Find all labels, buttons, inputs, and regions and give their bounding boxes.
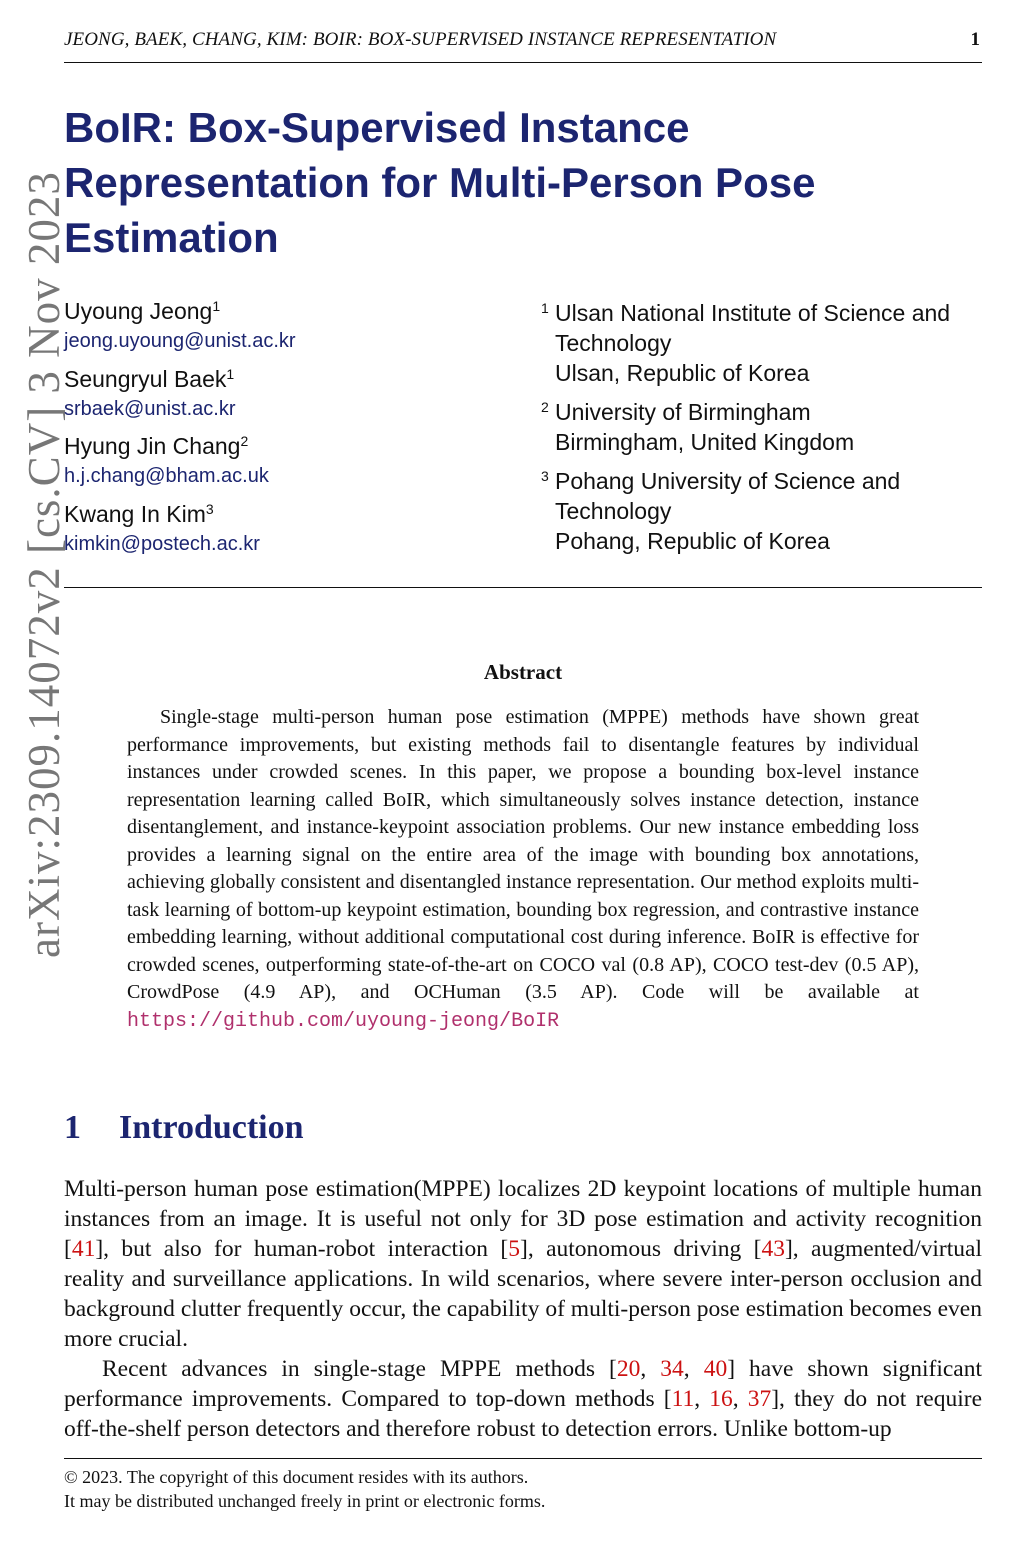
code-url-link[interactable]: https://github.com/uyoung-jeong/BoIR — [127, 1009, 560, 1033]
affiliation-entry: 2 University of Birmingham Birmingham, United Kingdom — [541, 399, 855, 455]
author-entry — [64, 499, 504, 567]
paragraph: Recent advances in single-stage MPPE methods [20, 34, 40] have shown significant performance improvements. Compared to top-down methods [11, 16, 37], they do not require off-the-shelf person detectors and therefore robust to detection errors. Unlike bottom-up — [64, 1356, 983, 1442]
footer-divider — [64, 1458, 982, 1459]
author-email-link[interactable]: jeong.uyoung@unist.ac.kr — [64, 330, 296, 352]
section-title: Introduction — [119, 1109, 304, 1146]
citation-link[interactable]: 41 — [71, 1236, 96, 1262]
affiliation-entry: 3 Pohang University of Science and Technology Pohang, Republic of Korea — [541, 468, 901, 554]
section-number: 1 — [64, 1109, 81, 1146]
arxiv-stamp: arXiv:2309.14072v2 [cs.CV] 3 Nov 2023 — [19, 171, 69, 958]
affiliation-entry: 1 Ulsan National Institute of Science and Technology Ulsan, Republic of Korea — [541, 300, 951, 386]
abstract-heading: Abstract — [483, 660, 563, 684]
author-email-link[interactable]: srbaek@unist.ac.kr — [64, 397, 236, 420]
citation-link[interactable]: 20 — [616, 1356, 641, 1382]
author-entry — [64, 431, 504, 499]
distribution-line: It may be distributed unchanged freely in print or electronic forms. — [64, 1491, 546, 1511]
running-title: JEONG, BAEK, CHANG, KIM: BOIR: BOX-SUPERVISED INSTANCE REPRESENTATION — [64, 29, 777, 50]
author-email-link[interactable]: h.j.chang@bham.ac.uk — [64, 465, 269, 487]
paragraph: Multi-person human pose estimation(MPPE) localizes 2D keypoint locations of multiple human instances from an image. It is useful not only for 3D pose estimation and activity recognition [41], but also for human-robot interaction [5], autonomous driving [43], augmented/virtual reality and surveillance applications. In wild scenarios, where severe inter-person occlusion and background clutter frequently occur, the capability of multi-person pose estimation becomes even more crucial. — [64, 1176, 982, 1352]
page-number: 1 — [970, 29, 980, 50]
citation-link[interactable]: 40 — [703, 1356, 728, 1382]
author-email-link[interactable]: kimkin@postech.ac.kr — [64, 532, 260, 555]
affiliation-list — [541, 298, 991, 565]
title-divider — [64, 587, 982, 588]
citation-link[interactable]: 5 — [508, 1236, 521, 1262]
paper-title: BoIR: Box-Supervised Instance Representation for Multi-Person Pose Estimation — [64, 104, 816, 261]
author-entry — [64, 364, 504, 432]
copyright-line: © 2023. The copyright of this document resides with its authors. — [64, 1467, 529, 1487]
citation-link[interactable]: 16 — [709, 1386, 733, 1412]
author-name: Hyung Jin Chang$^2$ — [64, 433, 249, 459]
abstract-text: Single-stage multi-person human pose estimation (MPPE) methods have shown great performance improvements, but existing methods fail to disentangle features by individual instances under crowded scenes. In this paper, we propose a bounding box-level instance representation learning called BoIR, which simultaneously solves instance detection, instance disentanglement, and instance-keypoint association problems. Our new instance embedding loss provides a learning signal on the entire area of the image with bounding box annotations, achieving globally consistent and disentangled instance representation. Our method exploits multi-task learning of bottom-up keypoint estimation, bounding box regression, and contrastive instance embedding learning, without additional computational cost during inference. BoIR is effective for crowded scenes, outperforming state-of-the-art on COCO val (0.8 AP), COCO test-dev (0.5 AP), CrowdPose (4.9 AP), and OCHuman (3.5 AP). Code will be available at https://github.com/uyoung-jeong/BoIR — [127, 706, 919, 1033]
author-name: Uyoung Jeong$^1$ — [64, 298, 221, 324]
citation-link[interactable]: 37 — [747, 1386, 772, 1412]
author-name: Kwang In Kim$^3$ — [64, 500, 214, 527]
citation-link[interactable]: 43 — [761, 1236, 785, 1262]
citation-link[interactable]: 34 — [660, 1356, 684, 1382]
citation-link[interactable]: 11 — [671, 1386, 695, 1412]
section-heading — [64, 1106, 304, 1150]
author-list — [64, 296, 504, 566]
affiliation-number: 1 — [541, 300, 549, 316]
copyright-footer — [64, 1465, 982, 1513]
affiliation-number: 2 — [541, 399, 549, 415]
author-entry — [64, 296, 504, 364]
introduction-body — [64, 1174, 982, 1444]
author-name: Seungryul Baek$^1$ — [64, 365, 235, 392]
affiliation-number: 3 — [541, 468, 549, 484]
running-header — [64, 24, 982, 63]
